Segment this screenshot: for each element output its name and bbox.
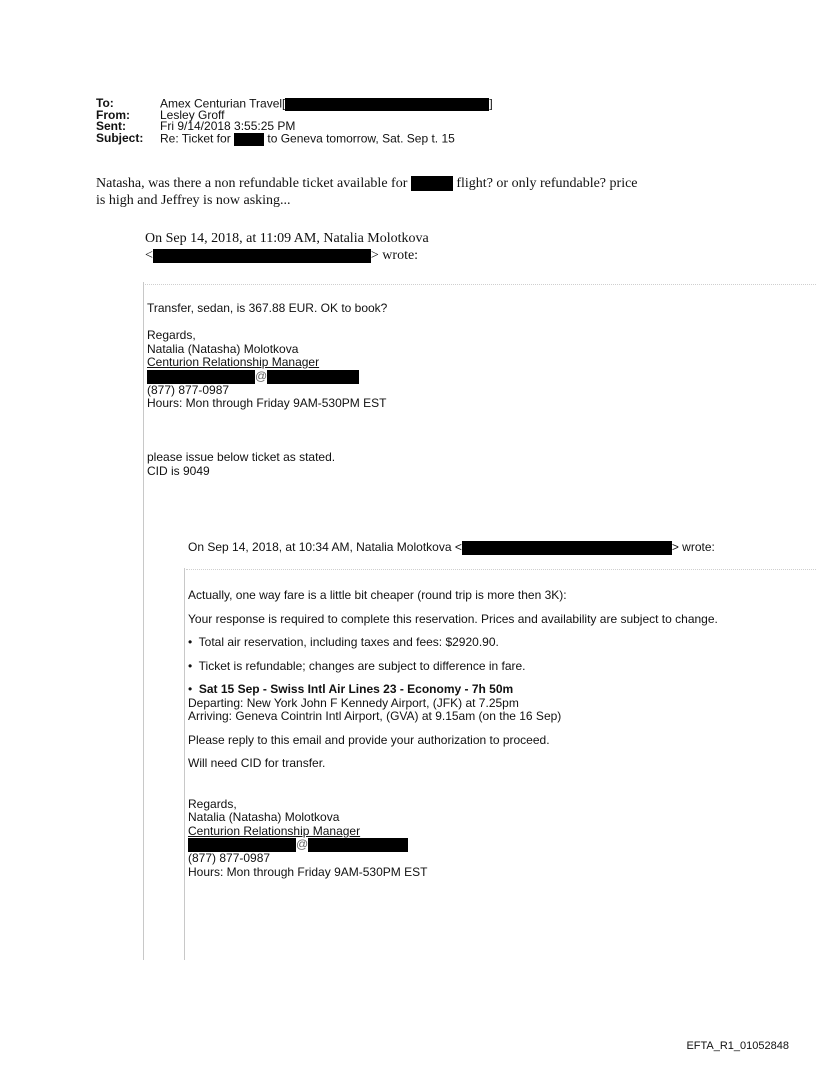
sent-label: Sent: <box>96 119 126 133</box>
redaction <box>285 98 489 111</box>
bullet-refundable: • Ticket is refundable; changes are subject to difference in fare. <box>188 658 526 673</box>
quote-header-2: On Sep 14, 2018, at 10:34 AM, Natalia Molotkova < > wrote: <box>188 540 715 554</box>
message-2: Actually, one way fare is a little bit cheaper (round trip is more then 3K): Your response is required to complete this reservation. Prices and availability are subject to change. • Total air reservation, including taxes and fees: $2920.90. • Ticket is refundable; changes are subject to difference in fare. • Sat 15 Sep - Swiss Intl Air Lines 23 - Economy - 7h 50m Departing: New York John F Kennedy Airport, (JFK) at 7.25pm Arriving: Geneva Cointrin Intl Airport, (GVA) at 9.15am (on the 16 Sep) Please reply to this email and provide your authorization to proceed. Will need CID for transfer. Regards, Natalia (Natasha) Molotkova Centurion Relationship Manager @ (877) 877-0987 Hours: Mon through Friday 9AM-530PM EST <box>188 588 718 879</box>
redaction <box>188 838 296 852</box>
quote-header-1: On Sep 14, 2018, at 11:09 AM, Natalia Molotkova < > wrote: <box>145 231 429 263</box>
signature-title: Centurion Relationship Manager <box>188 823 361 838</box>
subject-value: Re: Ticket for to Geneva tomorrow, Sat. Sep t. 15 <box>160 131 455 146</box>
redaction <box>462 541 672 555</box>
redaction <box>234 133 264 146</box>
from-value: Lesley Groff <box>160 107 225 122</box>
bullet-total: • Total air reservation, including taxes and fees: $2920.90. <box>188 635 499 649</box>
redaction <box>267 370 359 384</box>
signature-email: @ <box>188 838 718 852</box>
quote-separator-outer <box>145 284 816 286</box>
redaction <box>308 838 408 852</box>
intro-paragraph: Natasha, was there a non refundable ticket available for flight? or only refundable? price is high and Jeffrey is now asking... <box>96 176 638 208</box>
quote-bar-outer <box>143 282 144 960</box>
redaction <box>411 176 453 191</box>
redaction <box>153 249 371 263</box>
flight-summary: • Sat 15 Sep - Swiss Intl Air Lines 23 - Economy - 7h 50m <box>188 682 514 696</box>
subject-label: Subject: <box>96 130 144 145</box>
quote-separator-inner <box>186 569 816 571</box>
signature-title: Centurion Relationship Manager <box>147 355 320 369</box>
to-value: Amex Centurian Travel[ ] <box>160 96 493 111</box>
signature-email: @ <box>147 370 387 384</box>
document-id: EFTA_R1_01052848 <box>686 1040 789 1052</box>
from-label: From: <box>96 107 130 122</box>
sent-value: Fri 9/14/2018 3:55:25 PM <box>160 119 296 133</box>
redaction <box>147 370 255 384</box>
quote-bar-inner <box>184 568 185 960</box>
message-1: Transfer, sedan, is 367.88 EUR. OK to book? Regards, Natalia (Natasha) Molotkova Centurion Relationship Manager @ (877) 877-0987 Hours: Mon through Friday 9AM-530PM EST please issue below ticket as stated. CID is 9049 <box>147 301 388 478</box>
to-label: To: <box>96 96 114 110</box>
